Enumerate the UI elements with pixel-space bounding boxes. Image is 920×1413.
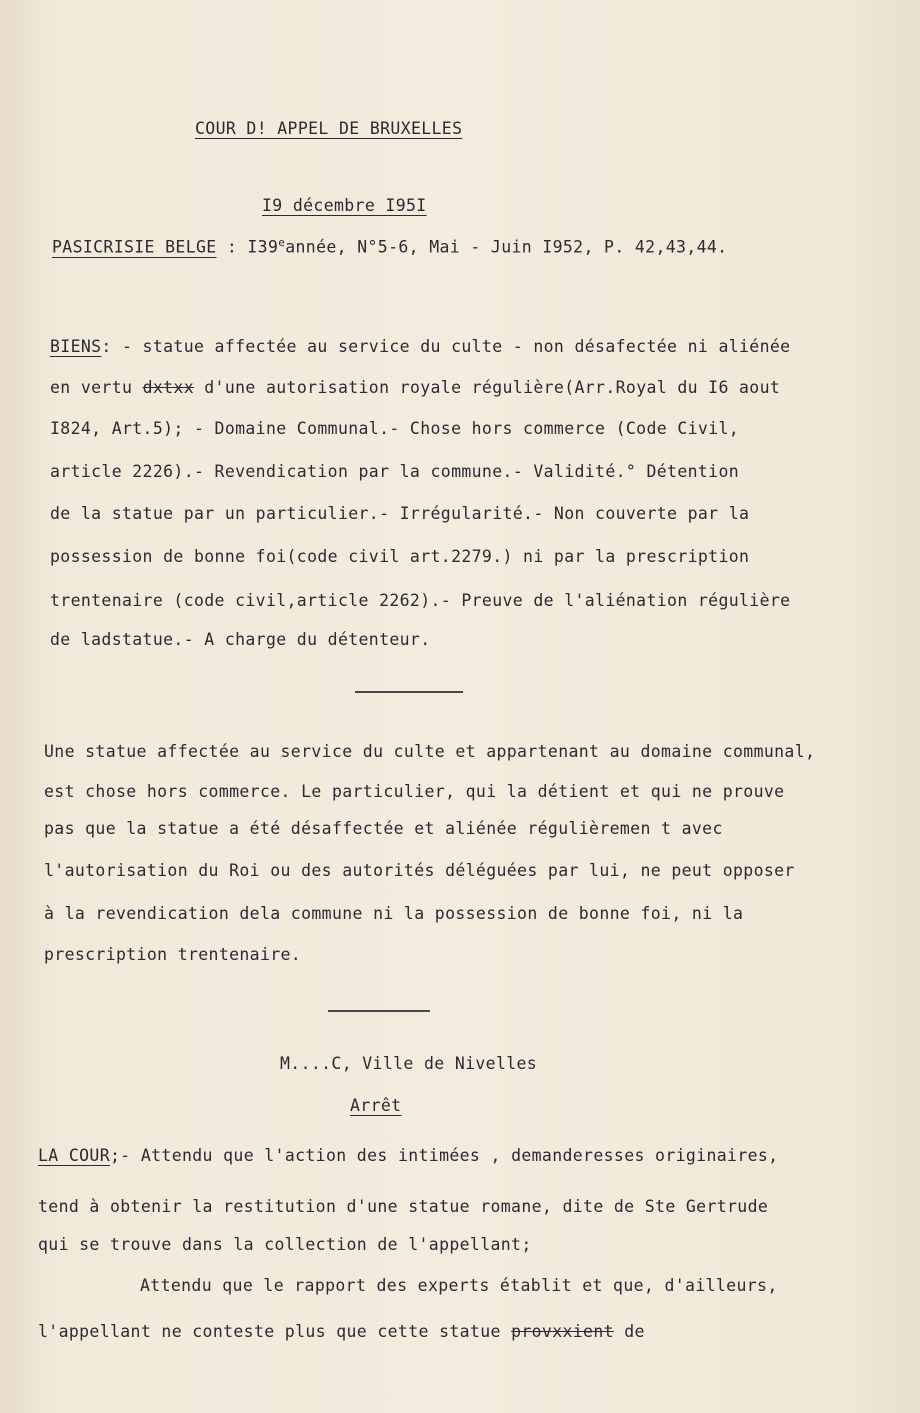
decision-line: LA COUR;- Attendu que l'action des intimées , demanderesses originaires, [38,1146,779,1165]
source-label: PASICRISIE BELGE [52,237,217,257]
decision-line: tend à obtenir la restitution d'une statue romane, dite de Ste Gertrude [38,1197,769,1216]
summary-line: de ladstatue.- A charge du détenteur. [50,630,431,649]
principle-line: l'autorisation du Roi ou des autorités déléguées par lui, ne peut opposer [44,861,795,880]
principle-line: à la revendication dela commune ni la possession de bonne foi, ni la [44,904,744,923]
summary-line: BIENS: - statue affectée au service du culte - non désafectée ni aliénée [50,337,791,356]
struck-text: provxxient [511,1322,614,1341]
decision-label: LA COUR [38,1146,110,1165]
source-citation: PASICRISIE BELGE : I39eannée, N°5-6, Mai - Juin I952, P. 42,43,44. [52,236,728,257]
summary-line: en vertu dxtxx d'une autorisation royale régulière(Arr.Royal du I6 aout [50,378,781,397]
decision-date: I9 décembre I95I [262,196,427,215]
summary-line: possession de bonne foi(code civil art.2279.) ni par la prescription [50,547,750,566]
arret-heading: Arrêt [350,1096,402,1115]
summary-line: trentenaire (code civil,article 2262).- Preuve de l'aliénation régulière [50,591,791,610]
decision-line: l'appellant ne conteste plus que cette statue provxxient de [38,1322,645,1341]
court-title: COUR D! APPEL DE BRUXELLES [195,119,463,138]
principle-line: pas que la statue a été désaffectée et aliénée régulièremen t avec [44,819,723,838]
decision-line: Attendu que le rapport des experts établit et que, d'ailleurs, [140,1276,778,1295]
decision-line: qui se trouve dans la collection de l'appellant; [38,1235,532,1254]
summary-label: BIENS [50,337,102,356]
principle-line: prescription trentenaire. [44,945,302,964]
summary-line: de la statue par un particulier.- Irrégularité.- Non couverte par la [50,504,750,523]
principle-line: est chose hors commerce. Le particulier, qui la détient et qui ne prouve [44,782,785,801]
parties: M....C, Ville de Nivelles [280,1054,538,1073]
summary-line: article 2226).- Revendication par la commune.- Validité.° Détention [50,462,740,481]
section-divider [328,1010,430,1012]
section-divider [355,691,463,693]
principle-line: Une statue affectée au service du culte et appartenant au domaine communal, [44,742,816,761]
struck-text: dxtxx [142,378,194,397]
summary-line: I824, Art.5); - Domaine Communal.- Chose hors commerce (Code Civil, [50,419,740,438]
